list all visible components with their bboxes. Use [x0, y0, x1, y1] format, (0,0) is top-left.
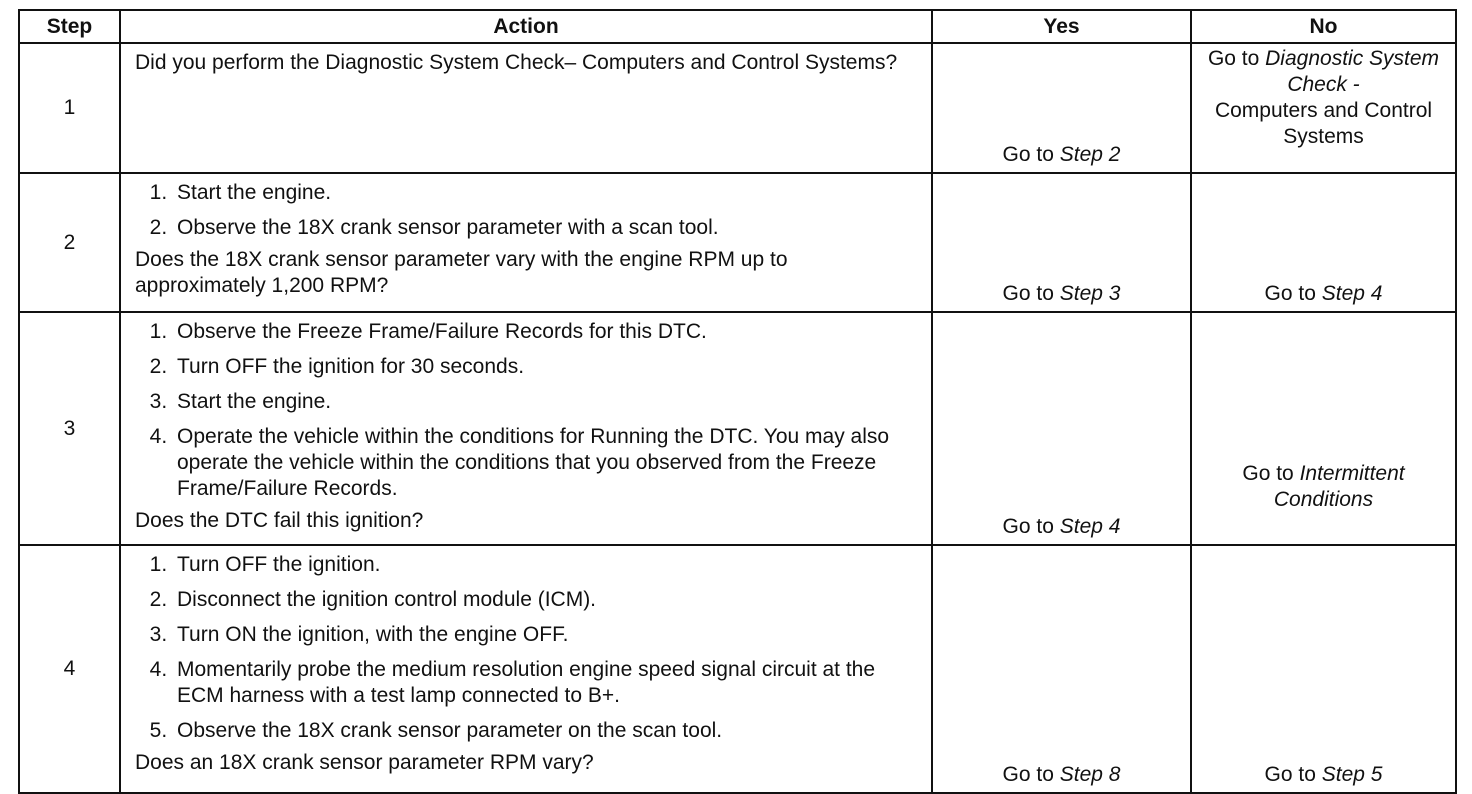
yes-link[interactable]: Step 2 [1059, 143, 1121, 166]
action-item: 1. Observe the Freeze Frame/Failure Records for this DTC. [173, 319, 923, 345]
header-yes: Yes [932, 10, 1191, 43]
action-item: 2. Observe the 18X crank sensor parameter with a scan tool. [173, 215, 923, 241]
header-no: No [1191, 10, 1456, 43]
no-cell [1191, 43, 1456, 173]
action-cell [120, 312, 932, 545]
no-cell [1191, 173, 1456, 312]
no-link[interactable]: Intermittent Conditions [1273, 461, 1405, 511]
no-link-suffix[interactable]: Computers and Control Systems [1214, 99, 1433, 148]
yes-prefix: Go to [1002, 282, 1060, 305]
no-prefix: Go to [1242, 461, 1300, 485]
no-prefix: Go to [1264, 763, 1322, 786]
yes-link[interactable]: Step 4 [1059, 515, 1121, 538]
action-item: 2. Disconnect the ignition control module (ICM). [173, 587, 923, 613]
no-link[interactable]: Step 4 [1321, 282, 1383, 305]
action-list [135, 319, 923, 502]
no-prefix: Go to [1207, 47, 1266, 70]
table-row [19, 43, 1456, 173]
yes-prefix: Go to [1002, 763, 1060, 786]
action-item: 3. Start the engine. [173, 389, 923, 415]
table-row [19, 545, 1456, 793]
action-item: 5. Observe the 18X crank sensor parameter on the scan tool. [173, 718, 923, 744]
yes-cell [932, 43, 1191, 173]
header-step: Step [19, 10, 120, 43]
step-number: 1 [19, 43, 120, 173]
yes-prefix: Go to [1002, 143, 1060, 166]
header-action: Action [120, 10, 932, 43]
no-link[interactable]: Step 5 [1321, 763, 1383, 786]
no-prefix: Go to [1264, 282, 1322, 305]
no-link[interactable]: Diagnostic System Check - [1265, 47, 1440, 96]
action-item: 3. Turn ON the ignition, with the engine OFF. [173, 622, 923, 648]
yes-link[interactable]: Step 8 [1059, 763, 1121, 786]
yes-cell [932, 545, 1191, 793]
step-number: 4 [19, 545, 120, 793]
table-row [19, 173, 1456, 312]
action-item: 1. Start the engine. [173, 180, 923, 206]
action-list [135, 552, 923, 744]
step-number: 3 [19, 312, 120, 545]
action-cell [120, 545, 932, 793]
yes-cell [932, 173, 1191, 312]
step-question: Does the DTC fail this ignition? [135, 509, 424, 532]
yes-link[interactable]: Step 3 [1059, 282, 1121, 305]
action-cell [120, 43, 932, 173]
yes-cell [932, 312, 1191, 545]
step-question: Does an 18X crank sensor parameter RPM vary? [135, 751, 594, 774]
no-cell [1191, 312, 1456, 545]
action-list [135, 180, 923, 241]
step-question: Does the 18X crank sensor parameter vary with the engine RPM up to approximately 1,200 RPM? [135, 248, 788, 297]
action-item: 4. Operate the vehicle within the conditions for Running the DTC. You may also operate the vehicle within the conditions that you observed from the Freeze Frame/Failure Records. [173, 424, 923, 502]
table-row [19, 312, 1456, 545]
no-cell [1191, 545, 1456, 793]
action-cell [120, 173, 932, 312]
action-item: 2. Turn OFF the ignition for 30 seconds. [173, 354, 923, 380]
step-number: 2 [19, 173, 120, 312]
step-question: Did you perform the Diagnostic System Check– Computers and Control Systems? [135, 51, 898, 74]
action-item: 4. Momentarily probe the medium resolution engine speed signal circuit at the ECM harness with a test lamp connected to B+. [173, 657, 923, 709]
yes-prefix: Go to [1002, 515, 1060, 538]
header-row [19, 10, 1456, 43]
diagnostic-table [18, 9, 1457, 794]
action-item: 1. Turn OFF the ignition. [173, 552, 923, 578]
